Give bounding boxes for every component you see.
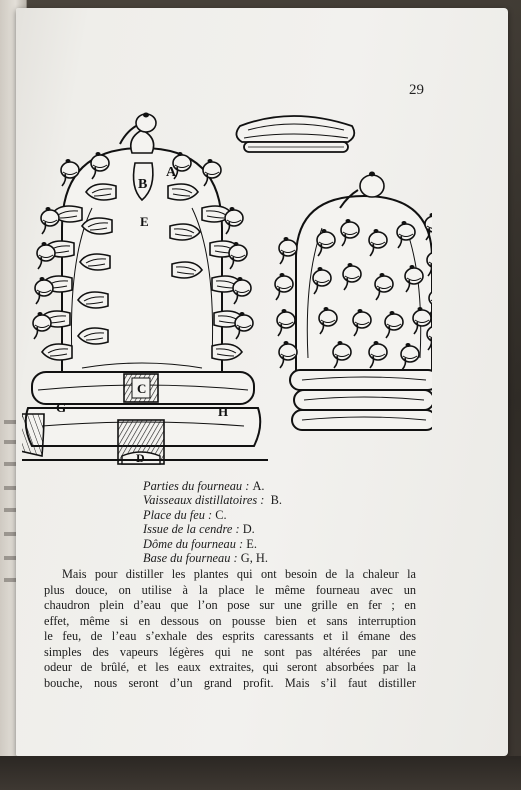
caption-row — [143, 508, 443, 522]
right-furnace — [275, 172, 432, 431]
paragraph-line: plus douce, on utilise à la place le même fourneau avec un — [44, 582, 416, 597]
caption-row — [143, 551, 443, 565]
caption-label: Parties du fourneau : — [143, 479, 250, 493]
paragraph-line: le feu, de l’eau s’exhale des esprits caressants et il émane des — [44, 629, 416, 643]
paragraph-line: odeur de brûlé, et les eaux extraites, qui seront absorbées par la — [44, 660, 416, 674]
figure-caption — [143, 479, 443, 565]
furnace-woodcut-illustration — [22, 108, 432, 470]
page-number: 29 — [409, 82, 424, 98]
caption-row — [143, 522, 443, 536]
label-letter-b: B — [138, 177, 148, 192]
paragraph-line: chaudron plein d’eau que l’on pose sur une grille en fer ; en — [44, 598, 416, 612]
caption-row — [143, 493, 443, 507]
paragraph-line: simples des vapeurs légères qui ne sont pas altérées par une — [44, 644, 416, 659]
label-letter-e: E — [140, 214, 149, 229]
paragraph-line: effet, même si en dessous on pousse bien et sans interruption — [44, 613, 416, 628]
caption-label: Vaisseaux distillatoires : — [143, 493, 265, 508]
label-letter-d: D — [136, 451, 145, 465]
caption-row — [143, 479, 443, 493]
table-surface-bottom — [0, 756, 521, 790]
caption-row — [143, 537, 443, 551]
caption-value: B. — [270, 493, 282, 508]
caption-value: D. — [242, 522, 255, 537]
caption-value: E. — [246, 536, 257, 551]
caption-label: Issue de la cendre : — [143, 522, 240, 537]
cap-lid — [236, 116, 354, 152]
label-letter-h: H — [218, 404, 229, 419]
paragraph-line: Mais pour distiller les plantes qui ont besoin de la chaleur la — [62, 567, 416, 581]
caption-value: C. — [215, 507, 227, 522]
caption-value: A. — [252, 479, 265, 493]
caption-label: Base du fourneau : — [143, 551, 238, 566]
label-letter-c: C — [137, 381, 147, 396]
caption-value: G, H. — [240, 551, 268, 566]
caption-label: Place du feu : — [143, 507, 213, 522]
label-letter-a: A — [166, 165, 177, 180]
label-letter-g: G — [56, 400, 67, 415]
body-paragraph — [44, 567, 416, 691]
caption-label: Dôme du fourneau : — [143, 536, 244, 551]
paragraph-line: bouche, nous seront d’un grand profit. Mais s’il faut distiller — [44, 675, 416, 690]
